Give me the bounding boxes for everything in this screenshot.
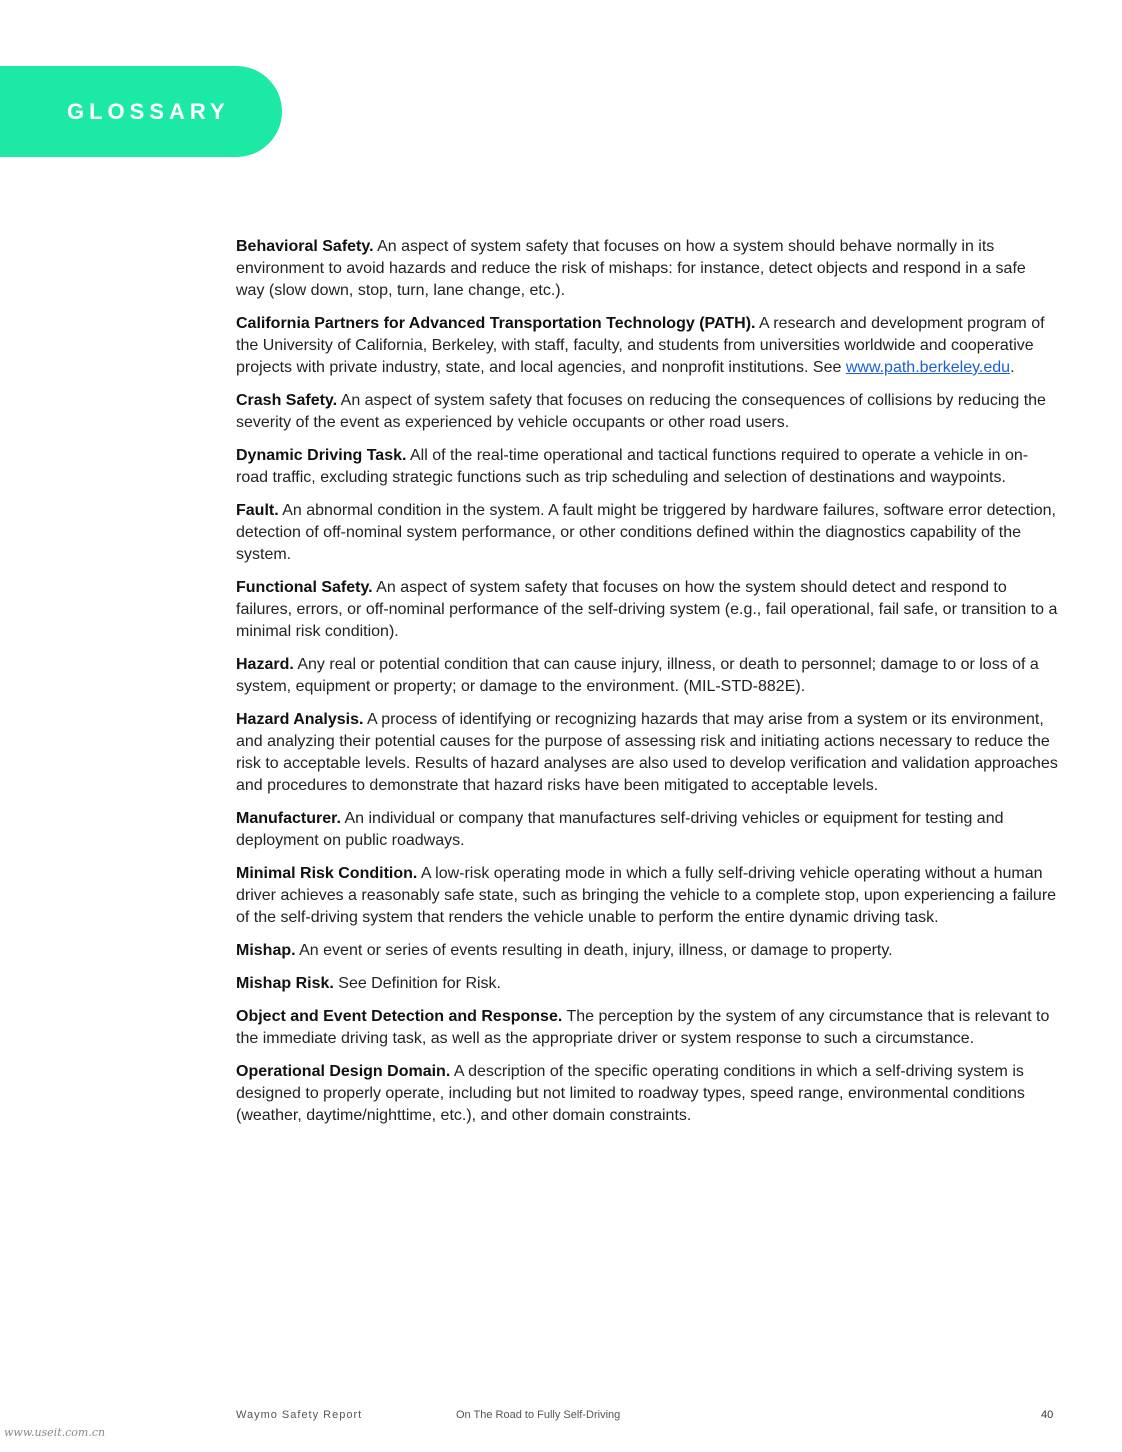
glossary-definition: An aspect of system safety that focuses on how the system should detect and respond to failures, errors, or off-nominal performance of the self-driving system (e.g., fail operational, fail safe, or transition to a minimal risk condition). xyxy=(236,579,1058,640)
glossary-term: Minimal Risk Condition. xyxy=(236,865,418,882)
glossary-entry xyxy=(236,654,1058,698)
glossary-entry xyxy=(236,940,1058,962)
glossary-definition: An abnormal condition in the system. A fault might be triggered by hardware failures, software error detection, detection of off-nominal system performance, or other conditions defined within the diagnostics capability of the system. xyxy=(236,502,1056,563)
glossary-definition: A description of the specific operating conditions in which a self-driving system is designed to properly operate, including but not limited to roadway types, speed range, environmental conditions (weather, daytime/nighttime, etc.), and other domain constraints. xyxy=(236,1063,1025,1124)
glossary-definition: All of the real-time operational and tactical functions required to operate a vehicle in on-road traffic, excluding strategic functions such as trip scheduling and selection of destinations and waypoints. xyxy=(236,447,1029,486)
glossary-entry xyxy=(236,390,1058,434)
watermark: www.useit.com.cn xyxy=(4,1426,106,1439)
glossary-entry xyxy=(236,973,1058,995)
glossary-term: Object and Event Detection and Response. xyxy=(236,1008,563,1025)
glossary-term: Hazard. xyxy=(236,656,294,673)
path-website-link[interactable]: www.path.berkeley.edu xyxy=(845,359,1011,376)
glossary-entry xyxy=(236,863,1058,929)
glossary-definition: An event or series of events resulting in death, injury, illness, or damage to property. xyxy=(299,942,893,959)
glossary-definition: An aspect of system safety that focuses on how a system should behave normally in its environment to avoid hazards and reduce the risk of mishaps: for instance, detect objects and respond in a safe way (slow down, stop, turn, lane change, etc.). xyxy=(236,238,1026,299)
glossary-term: Operational Design Domain. xyxy=(236,1063,451,1080)
footer-section-title: On The Road to Fully Self-Driving xyxy=(456,1409,621,1421)
glossary-term: Hazard Analysis. xyxy=(236,711,364,728)
glossary-definition: Any real or potential condition that can cause injury, illness, or death to personnel; damage to or loss of a system, equipment or property; or damage to the environment. (MIL-STD-882E). xyxy=(236,656,1039,695)
glossary-definition: An aspect of system safety that focuses on reducing the consequences of collisions by reducing the severity of the event as experienced by vehicle occupants or other road users. xyxy=(236,392,1046,431)
glossary-entry xyxy=(236,500,1058,566)
glossary-term: Dynamic Driving Task. xyxy=(236,447,407,464)
glossary-term: Manufacturer. xyxy=(236,810,341,827)
glossary-banner xyxy=(0,66,282,157)
glossary-list xyxy=(236,236,1058,1138)
glossary-entry xyxy=(236,445,1058,489)
glossary-definition: A process of identifying or recognizing hazards that may arise from a system or its environment, and analyzing their potential causes for the purpose of assessing risk and initiating actions necessary to reduce the risk to acceptable levels. Results of hazard analyses are also used to develop verification and validation approaches and procedures to demonstrate that hazard risks have been mitigated to acceptable levels. xyxy=(236,711,1058,794)
glossary-term: Fault. xyxy=(236,502,279,519)
glossary-term: Crash Safety. xyxy=(236,392,338,409)
glossary-definition: A low-risk operating mode in which a fully self-driving vehicle operating without a human driver achieves a reasonably safe state, such as bringing the vehicle to a complete stop, upon experiencing a failure of the self-driving system that renders the vehicle unable to perform the entire dynamic driving task. xyxy=(236,865,1057,926)
glossary-entry xyxy=(236,808,1058,852)
glossary-entry xyxy=(236,236,1058,302)
glossary-term: Functional Safety. xyxy=(236,579,373,596)
glossary-term: Mishap. xyxy=(236,942,296,959)
glossary-term: Behavioral Safety. xyxy=(236,238,374,255)
glossary-term: Mishap Risk. xyxy=(236,975,334,992)
glossary-entry xyxy=(236,313,1058,379)
glossary-term: California Partners for Advanced Transportation Technology (PATH). xyxy=(236,315,756,332)
glossary-definition: The perception by the system of any circumstance that is relevant to the immediate driving task, as well as the appropriate driver or system response to such a circumstance. xyxy=(236,1008,1050,1047)
glossary-definition: A research and development program of the University of California, Berkeley, with staff, faculty, and students from universities worldwide and cooperative projects with private industry, state, and local agencies, and nonprofit institutions. See xyxy=(236,315,1045,376)
footer-report-name: Waymo Safety Report xyxy=(236,1409,363,1421)
glossary-definition-end: . xyxy=(1010,359,1015,376)
glossary-entry xyxy=(236,709,1058,797)
glossary-entry xyxy=(236,1006,1058,1050)
glossary-definition: An individual or company that manufactures self-driving vehicles or equipment for testing and deployment on public roadways. xyxy=(236,810,1004,849)
glossary-entry xyxy=(236,1061,1058,1127)
page-number: 40 xyxy=(1041,1409,1054,1421)
glossary-entry xyxy=(236,577,1058,643)
page-title: GLOSSARY xyxy=(67,99,230,124)
glossary-definition: See Definition for Risk. xyxy=(338,975,501,992)
